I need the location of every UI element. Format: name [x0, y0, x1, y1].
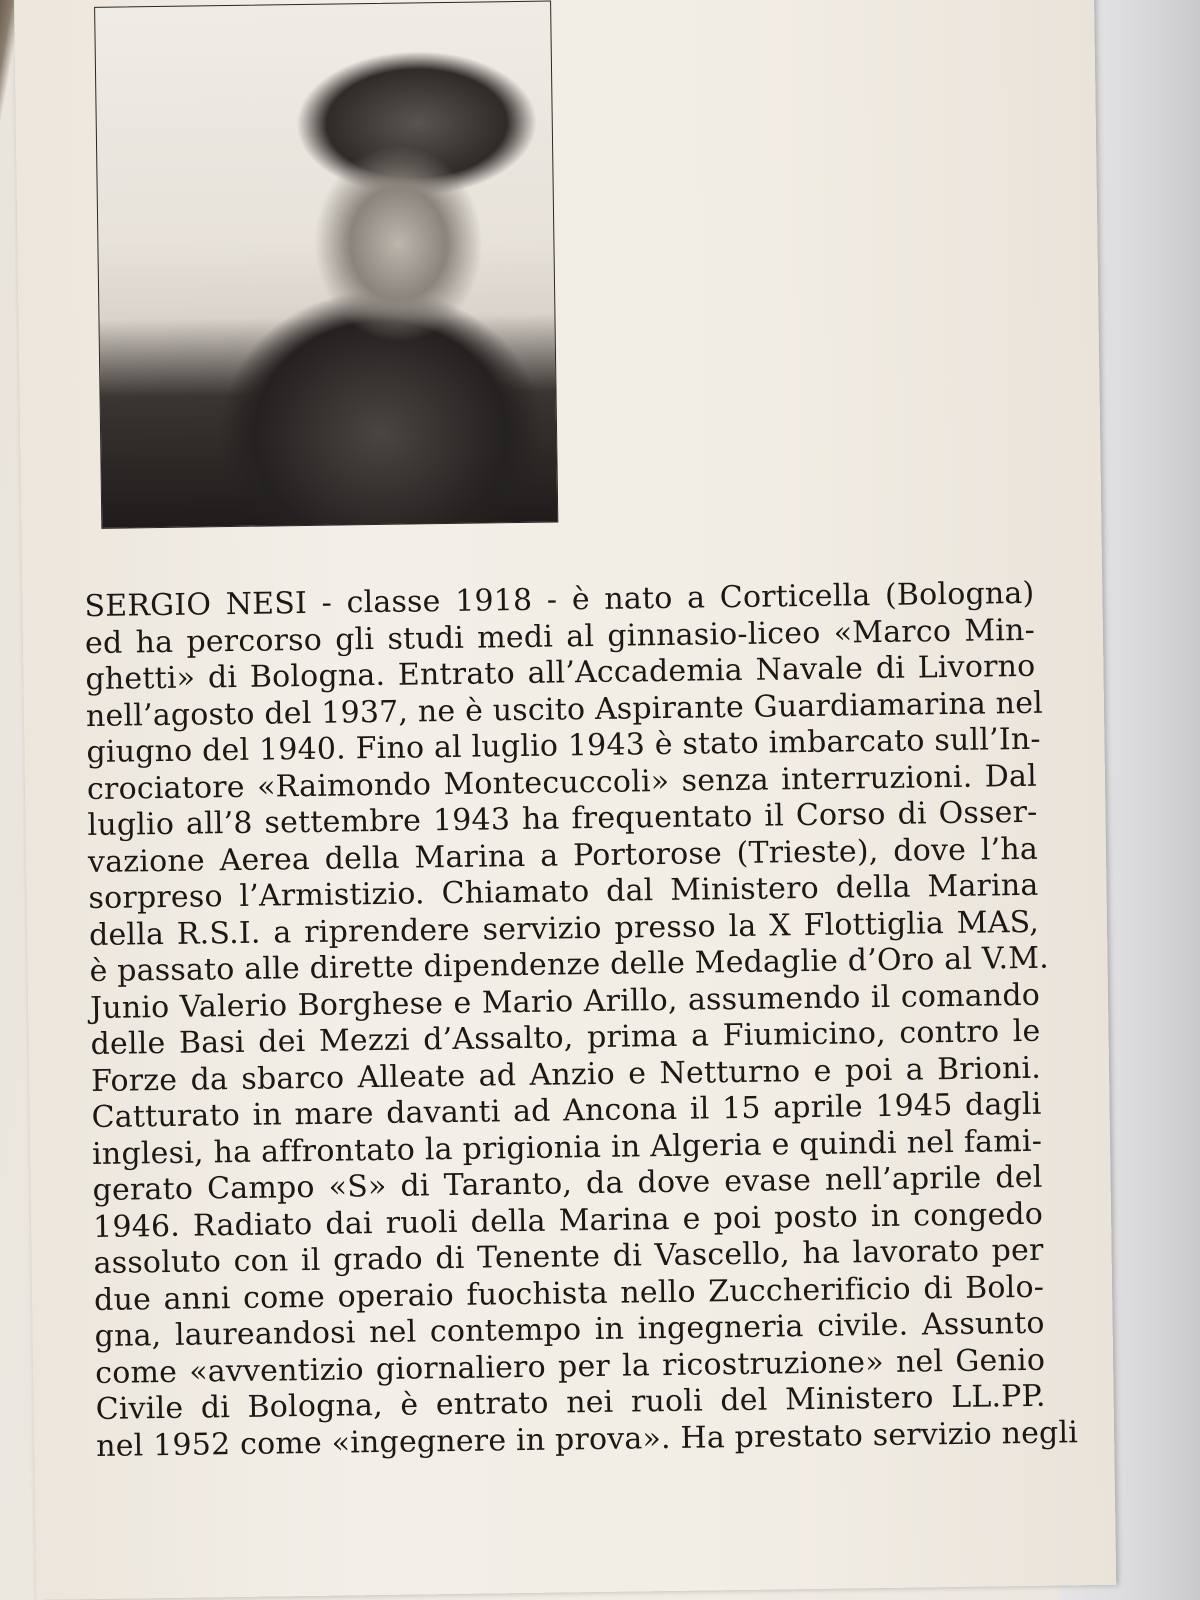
bio-line: nell’agosto del 1937, ne è uscito Aspirante Guardiamarina nel — [85, 685, 1044, 734]
bio-line: gerato Campo «S» di Taranto, da dove evase nell’aprile del — [92, 1159, 1043, 1209]
bio-line: nel 1952 come «ingegnere in prova». Ha prestato servizio negli — [95, 1414, 1079, 1464]
bio-line: gna, laureandosi nel contempo in ingegneria civile. Assunto — [94, 1305, 1045, 1355]
bio-line: crociatore «Raimondo Montecuccoli» senza interruzioni. Dal — [86, 758, 1038, 807]
bio-line: giugno del 1940. Fino al luglio 1943 è stato imbarcato sull’In- — [86, 721, 1042, 771]
bio-line: come «avventizio giornaliero per la ricostruzione» nel Genio — [94, 1342, 1046, 1391]
bio-line: assoluto con il grado di Tenente di Vascello, ha lavorato per — [93, 1232, 1044, 1282]
book-page — [14, 0, 1116, 1600]
bio-line: è passato alle dirette dipendenze delle Medaglie d’Oro al V.M. — [89, 940, 1050, 990]
bio-line: Catturato in mare davanti ad Ancona il 15 aprile 1945 dagli — [91, 1086, 1042, 1136]
bio-line: SERGIO NESI - classe 1918 - è nato a Corticella (Bologna) — [84, 575, 1035, 625]
bio-line: Civile di Bologna, è entrato nei ruoli del Ministero LL.PP. — [95, 1378, 1046, 1427]
bio-line: Forze da sbarco Alleate ad Anzio e Netturno e poi a Brioni. — [90, 1050, 1042, 1099]
bio-line: due anni come operaio fuochista nello Zuccherificio di Bolo- — [93, 1269, 1045, 1318]
bio-line: della R.S.I. a riprendere servizio presso la X Flottiglia MAS, — [88, 904, 1040, 953]
bio-line: delle Basi dei Mezzi d’Assalto, prima a Fiumicino, contro le — [90, 1013, 1041, 1063]
bio-line: inglesi, ha affrontato la prigionia in Algeria e quindi nel fami- — [91, 1123, 1043, 1172]
author-biography — [84, 575, 1079, 1465]
bio-line: luglio all’8 settembre 1943 ha frequentato il Corso di Osser- — [87, 794, 1038, 844]
author-portrait-photo — [94, 1, 558, 529]
bio-line: 1946. Radiato dai ruoli della Marina e poi posto in congedo — [92, 1196, 1044, 1245]
bio-line: ghetti» di Bologna. Entrato all’Accademia Navale di Livorno — [85, 648, 1036, 698]
bio-line: vazione Aerea della Marina a Portorose (Trieste), dove l’ha — [87, 831, 1039, 880]
bio-line: ed ha percorso gli studi medi al ginnasio-liceo «Marco Min- — [84, 612, 1036, 661]
bio-line: sorpreso l’Armistizio. Chiamato dal Ministero della Marina — [88, 867, 1039, 917]
bio-line: Junio Valerio Borghese e Mario Arillo, assumendo il comando — [89, 977, 1041, 1026]
